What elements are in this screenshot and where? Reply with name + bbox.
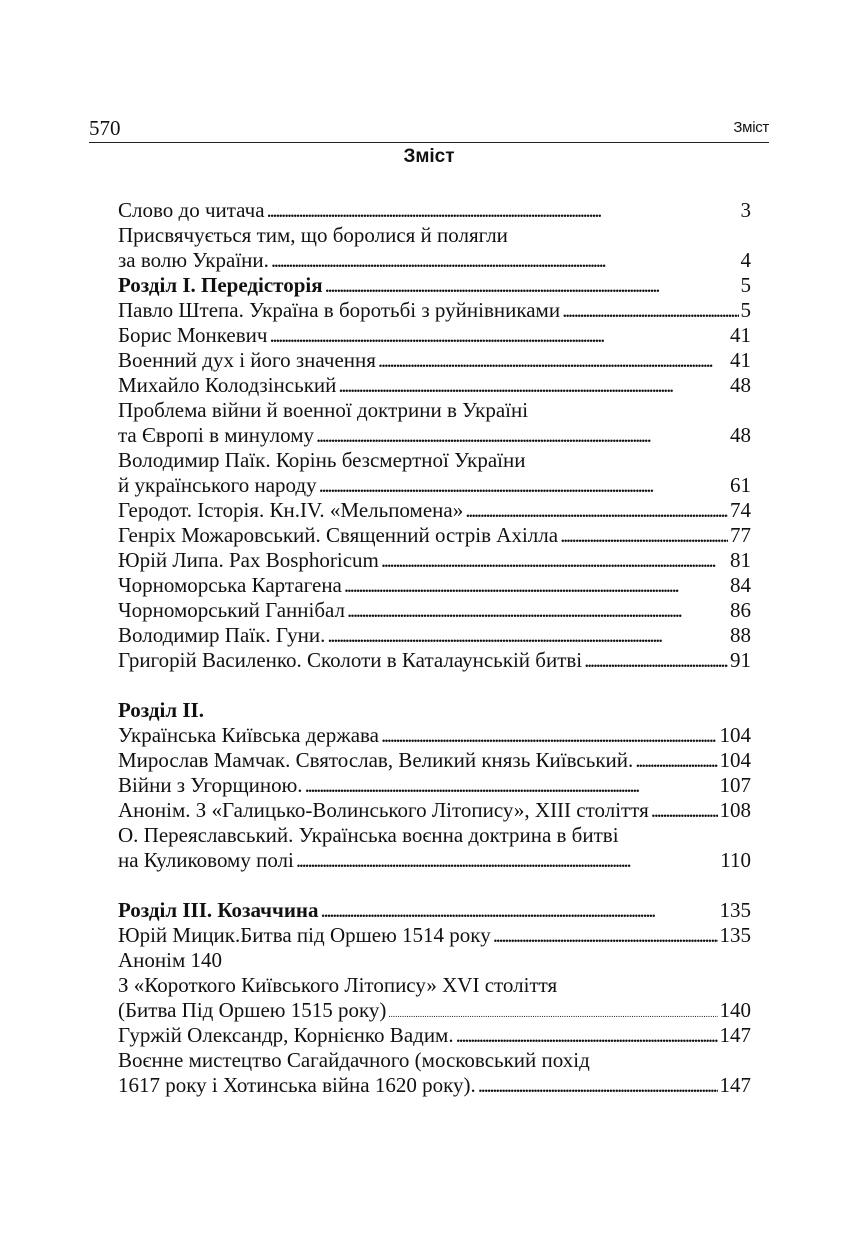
toc-entry-page: 41	[730, 348, 751, 372]
dot-leader	[338, 373, 728, 398]
toc-entry-page: 104	[719, 748, 751, 772]
toc-entry	[118, 823, 751, 848]
toc-entry-title: Проблема війни й военної доктрини в Україні	[118, 398, 529, 422]
toc-entry	[118, 473, 751, 498]
toc-entry-page: 107	[719, 773, 751, 797]
toc-entry-title: (Битва Під Оршею 1515 року)	[118, 998, 387, 1022]
toc-entry	[118, 398, 751, 423]
toc-entry-title: Гуржій Олександр, Корнієнко Вадим.	[118, 1023, 454, 1047]
toc-entry-page: 48	[730, 373, 751, 397]
toc-entry-title: Розділ ІІ.	[118, 698, 204, 722]
toc-entry-page: 135	[719, 898, 751, 922]
toc-entry-title: Анонім 140	[118, 948, 223, 972]
toc-entry	[118, 698, 751, 723]
toc-entry-page: 91	[730, 648, 751, 672]
dot-leader	[296, 848, 718, 873]
toc-entry-page: 48	[730, 423, 751, 447]
toc-entry	[118, 198, 751, 223]
toc-entry-title: Володимир Паїк. Гуни.	[118, 623, 326, 647]
toc-entry	[118, 498, 751, 523]
toc-entry-title: Мирослав Мамчак. Святослав, Великий князь Київський.	[118, 748, 634, 772]
toc-entry-title: Анонім. З «Галицько-Волинського Літопису», XIII століття	[118, 798, 649, 822]
toc-entry-page: 86	[730, 598, 751, 622]
toc-entry-title: Геродот. Історія. Кн.IV. «Мельпомена»	[118, 498, 464, 522]
toc-entry-title: 1617 року і Хотинська війна 1620 року).	[118, 1073, 476, 1097]
toc-entry-page: 74	[730, 498, 751, 522]
toc-entry-page: 147	[719, 1023, 751, 1047]
toc-entry	[118, 598, 751, 623]
toc-entry	[118, 648, 751, 673]
toc-entry	[118, 948, 751, 973]
section-gap	[118, 873, 751, 898]
page-header	[89, 116, 769, 143]
dot-leader	[347, 598, 728, 623]
toc-entry	[118, 898, 751, 923]
toc-entry	[118, 248, 751, 273]
toc-entry	[118, 423, 751, 448]
dot-leader	[493, 923, 718, 948]
toc-entry	[118, 848, 751, 873]
dot-leader	[456, 1023, 718, 1048]
toc-entry-title: Генріх Можаровський. Священний острів Ахілла	[118, 523, 559, 547]
dot-leader	[378, 348, 728, 373]
toc-entry	[118, 773, 751, 798]
toc-entry	[118, 798, 751, 823]
toc-entry-page: 108	[719, 798, 751, 822]
toc-entry	[118, 223, 751, 248]
toc-entry-page: 41	[730, 323, 751, 347]
toc-entry	[118, 448, 751, 473]
dot-leader	[560, 523, 728, 548]
toc-entry	[118, 573, 751, 598]
dot-leader	[319, 473, 728, 498]
dot-leader	[269, 323, 728, 348]
toc-entry-title: Юрій Мицик.Битва під Оршею 1514 року	[118, 923, 491, 947]
toc-entry	[118, 1023, 751, 1048]
toc-entry-title: Чорноморська Картагена	[118, 573, 342, 597]
dot-leader	[478, 1073, 718, 1098]
toc-entry-title: Розділ ІІІ. Козаччина	[118, 898, 319, 922]
toc-entry	[118, 973, 751, 998]
dot-leader	[327, 623, 728, 648]
toc-entry-title: Війни з Угорщиною.	[118, 773, 303, 797]
dot-leader	[267, 198, 739, 223]
toc-entry-title: З «Короткого Київського Літопису» XVI століття	[118, 973, 558, 997]
toc-entry-title: Українська Київська держава	[118, 723, 379, 747]
toc-entry	[118, 748, 751, 773]
toc-entry	[118, 1048, 751, 1073]
toc-entry-title: Чорноморський Ганнібал	[118, 598, 346, 622]
dot-leader	[562, 298, 738, 323]
toc-entry-page: 140	[719, 998, 751, 1022]
toc-entry	[118, 273, 751, 298]
dot-leader	[381, 723, 718, 748]
toc-entry-title: за волю України.	[118, 248, 269, 272]
toc-entry-page: 5	[740, 298, 751, 322]
toc-entry-title: Слово до читача	[118, 198, 265, 222]
dot-leader	[316, 423, 728, 448]
toc-entry-title: Володимир Паїк. Корінь безсмертної України	[118, 448, 526, 472]
toc-entry-title: О. Переяславський. Українська воєнна доктрина в битві	[118, 823, 619, 847]
dot-leader	[344, 573, 728, 598]
toc-entry-title: й українського народу	[118, 473, 317, 497]
toc-entry	[118, 623, 751, 648]
toc-entry-page: 147	[719, 1073, 751, 1097]
toc-entry	[118, 923, 751, 948]
dot-leader	[635, 748, 717, 773]
toc-entry-page: 110	[720, 848, 751, 872]
dot-leader	[325, 273, 739, 298]
toc-entry-title: на Куликовому полі	[118, 848, 294, 872]
section-gap	[118, 673, 751, 698]
toc-entry-title: Военний дух і його значення	[118, 348, 376, 372]
toc-entry-title: та Європі в минулому	[118, 423, 314, 447]
toc-entry-title: Присвячується тим, що боролися й полягли	[118, 223, 508, 247]
toc-entry	[118, 1073, 751, 1098]
toc-entry	[118, 523, 751, 548]
dot-leader	[305, 773, 718, 798]
toc-entry-page: 104	[719, 723, 751, 747]
toc-entry-title: Розділ І. Передісторія	[118, 273, 323, 297]
page-title: Зміст	[403, 146, 455, 167]
toc-entry-page: 88	[730, 623, 751, 647]
dot-leader	[271, 248, 739, 273]
toc-entry-page: 3	[740, 198, 751, 222]
dot-leader	[321, 898, 718, 923]
dot-leader	[381, 548, 728, 573]
dot-leader	[584, 648, 728, 673]
toc-entry-title: Юрій Липа. Pax Bosphoricum	[118, 548, 379, 572]
page-number: 570	[89, 116, 121, 140]
toc-entry-page: 61	[730, 473, 751, 497]
toc-entry-page: 5	[740, 273, 751, 297]
toc-entry-page: 4	[740, 248, 751, 272]
toc-entry-page: 84	[730, 573, 751, 597]
dot-leader	[651, 798, 718, 823]
running-head: Зміст	[733, 119, 769, 136]
toc-entry	[118, 323, 751, 348]
toc-entry	[118, 723, 751, 748]
toc-entry	[118, 298, 751, 323]
toc-entry	[118, 998, 751, 1023]
toc-entry-title: Григорій Василенко. Сколоти в Каталаунській битві	[118, 648, 583, 672]
toc-entry-title: Воєнне мистецтво Сагайдачного (московський похід	[118, 1048, 590, 1072]
toc-entry-title: Борис Монкевич	[118, 323, 268, 347]
toc-entry	[118, 348, 751, 373]
toc-entry-title: Павло Штепа. Україна в боротьбі з руйнівниками	[118, 298, 561, 322]
toc-entry	[118, 373, 751, 398]
toc-entry-page: 77	[730, 523, 751, 547]
toc-entry-title: Михайло Колодзінський	[118, 373, 337, 397]
toc-entry	[118, 548, 751, 573]
dot-leader	[465, 498, 728, 523]
table-of-contents	[118, 198, 751, 1098]
toc-entry-page: 135	[719, 923, 751, 947]
toc-entry-page: 81	[730, 548, 751, 572]
